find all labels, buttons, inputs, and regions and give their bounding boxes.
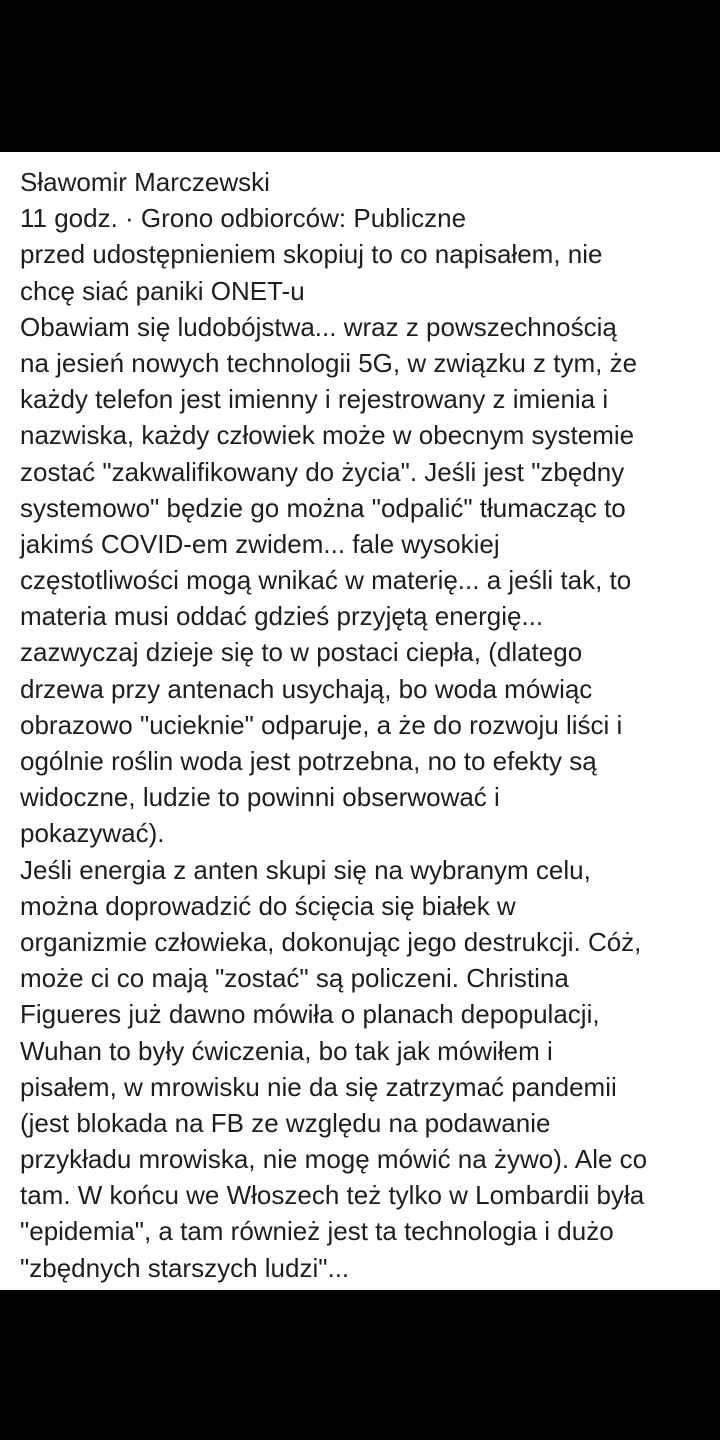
post-line: Obawiam się ludobójstwa... wraz z powszechnością [20,311,617,342]
post-line: można doprowadzić do ścięcia się białek w [20,890,516,921]
post-line: "zbędnych starszych ludzi"... [20,1252,350,1283]
post-line: obrazowo "ucieknie" odparuje, a że do rozwoju liści i [20,709,623,740]
post-line: tam. W końcu we Włoszech też tylko w Lombardii była [20,1180,645,1211]
post-line: przed udostępnieniem skopiuj to co napisałem, nie [20,239,603,270]
post-line: nazwiska, każdy człowiek może w obecnym systemie [20,420,635,451]
post-line: zostać "zakwalifikowany do życia". Jeśli jest "zbędny [20,456,625,487]
post-author[interactable]: Sławomir Marczewski [20,167,270,197]
post-meta: 11 godz. · Grono odbiorców: Publiczne [20,203,467,234]
post-line: organizmie człowieka, dokonując jego destrukcji. Cóż, [20,926,642,957]
bottom-black-bar [0,1290,720,1440]
post-line: jakimś COVID-em zwidem... fale wysokiej [20,528,500,559]
post-line: drzewa przy antenach usychają, bo woda mówiąc [20,673,593,704]
post-line: Figueres już dawno mówiła o planach depopulacji, [20,999,600,1030]
post-line: Jeśli energia z anten skupi się na wybranym celu, [20,854,591,885]
post-line: (jest blokada na FB ze względu na podawanie [20,1107,551,1138]
post-line: na jesień nowych technologii 5G, w związku z tym, że [20,347,638,378]
post-line: "epidemia", a tam również jest ta technologia i dużo [20,1216,614,1247]
post-line: chcę siać paniki ONET-u [20,275,305,306]
post-line: widoczne, ludzie to powinni obserwować i [20,782,500,813]
top-black-bar [0,0,720,152]
post-line: pokazywać). [20,818,165,849]
post-line: zazwyczaj dzieje się to w postaci ciepła, (dlatego [20,637,583,668]
post-line: pisałem, w mrowisku nie da się zatrzymać pandemii [20,1071,617,1102]
post-line: Wuhan to były ćwiczenia, bo tak jak mówiłem i [20,1035,553,1066]
post-line: systemowo" będzie go można "odpalić" tłumacząc to [20,492,626,523]
post-line: częstotliwości mogą wnikać w materię... a jeśli tak, to [20,565,632,596]
post-card [0,152,720,1290]
post-line: przykładu mrowiska, nie mogę mówić na żywo). Ale co [20,1144,648,1175]
post-line: materia musi oddać gdzieś przyjętą energię... [20,601,544,632]
post-content [20,164,710,1286]
post-line: może ci co mają "zostać" są policzeni. Christina [20,963,569,994]
post-line: każdy telefon jest imienny i rejestrowany z imienia i [20,384,609,415]
post-body [20,236,710,1285]
post-line: ogólnie roślin woda jest potrzebna, no to efekty są [20,746,597,776]
